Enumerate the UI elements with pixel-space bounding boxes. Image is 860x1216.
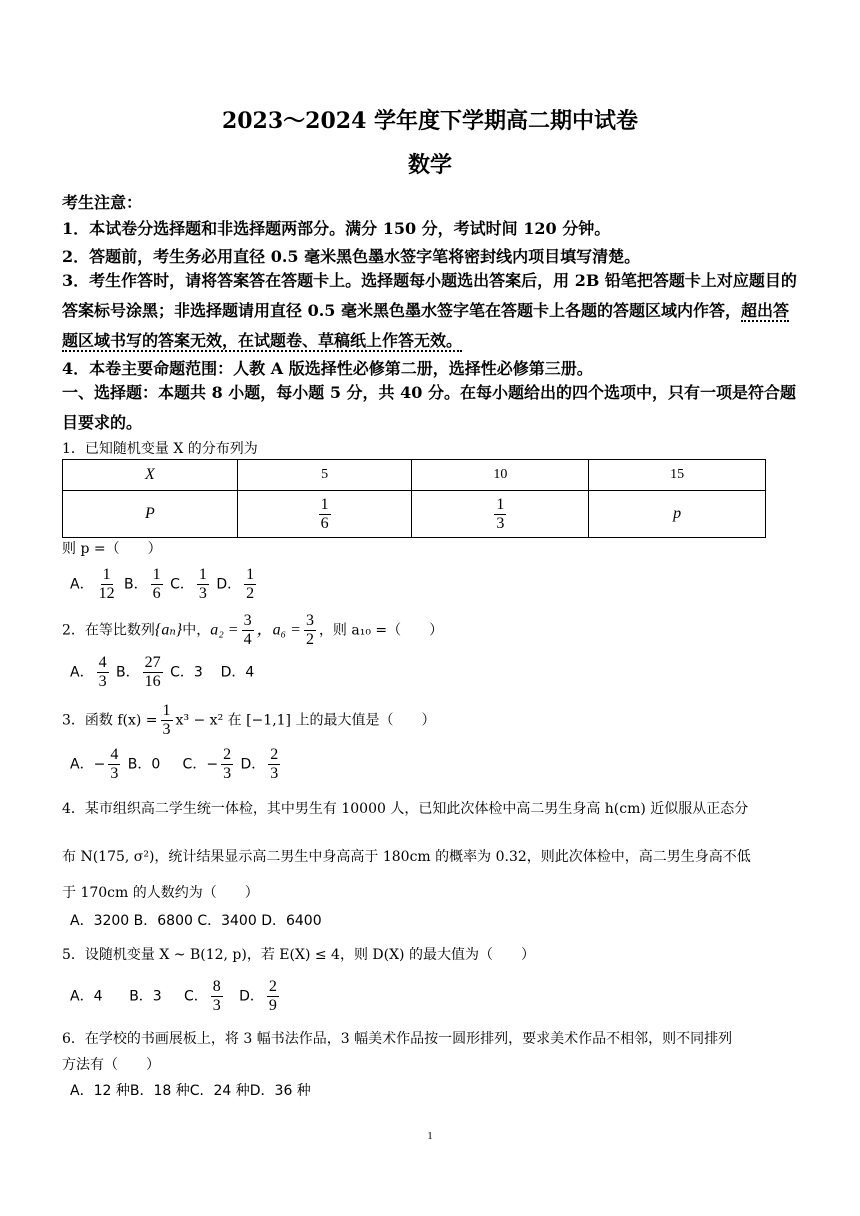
q1-options bbox=[70, 566, 259, 603]
subject-title: 数学 bbox=[407, 152, 452, 178]
numerator: 1 bbox=[152, 566, 161, 583]
denominator: 3 bbox=[270, 765, 279, 782]
numerator: 4 bbox=[110, 746, 119, 763]
notice-item-3-text: 3．考生作答时，请将答案答在答题卡上。选择题每小题选出答案后，用 2B 铅笔把答题卡上对应题目的答案标号涂黑；非选择题请用直径 0.5 毫米黑色墨水签字笔在答题卡上各题的答题区域内作答， bbox=[62, 271, 797, 320]
section-heading: 一、选择题：本题共 8 小题，每小题 5 分，共 40 分。在每小题给出的四个选项中，只有一项是符合题目要求的。 bbox=[62, 383, 796, 432]
q6-options: A．12 种B．18 种C．24 种D．36 种 bbox=[70, 1083, 311, 1099]
q2-text: 2．在等比数列 bbox=[62, 622, 155, 639]
option-label: C． bbox=[170, 576, 194, 593]
notice-heading: 考生注意： bbox=[62, 193, 143, 212]
fraction bbox=[242, 612, 254, 649]
denominator: 3 bbox=[223, 765, 232, 782]
page-number: 1 bbox=[427, 1130, 433, 1142]
denominator: 3 bbox=[198, 585, 207, 602]
table-cell: 10 bbox=[412, 460, 589, 491]
fraction bbox=[494, 496, 506, 533]
table-cell bbox=[412, 491, 589, 538]
option-label: A． bbox=[70, 576, 94, 593]
numerator: 1 bbox=[320, 495, 329, 513]
fraction bbox=[161, 702, 173, 739]
numerator: 3 bbox=[243, 612, 252, 629]
option-label: B． bbox=[124, 576, 148, 593]
table-cell bbox=[237, 491, 412, 538]
option-label: A．− bbox=[70, 756, 106, 773]
q1-stem: 1．已知随机变量 X 的分布列为 bbox=[62, 441, 258, 457]
denominator: 3 bbox=[212, 997, 221, 1014]
exam-title: 2023～2024 学年度下学期高二期中试卷 bbox=[221, 108, 639, 134]
denominator: 6 bbox=[152, 585, 161, 602]
sequence-symbol: {aₙ} bbox=[154, 621, 183, 639]
q4-line-3: 于 170cm 的人数约为（ ） bbox=[62, 885, 259, 901]
table-cell: 15 bbox=[589, 460, 766, 491]
notice-item-1: 1．本试卷分选择题和非选择题两部分。满分 150 分，考试时间 120 分钟。 bbox=[62, 219, 611, 238]
denominator: 3 bbox=[162, 721, 171, 738]
numerator: 8 bbox=[212, 978, 221, 995]
option-b: B．3 bbox=[129, 988, 162, 1005]
term-symbol: a₂ = bbox=[210, 621, 239, 639]
q3-stem bbox=[62, 702, 435, 739]
option-label: D． bbox=[239, 988, 264, 1005]
numerator: 2 bbox=[223, 746, 232, 763]
q5-stem: 5．设随机变量 X ~ B(12, p)，若 E(X) ≤ 4，则 D(X) 的最大值为（ ） bbox=[62, 947, 535, 963]
fraction bbox=[319, 496, 331, 533]
q2-text: 中， bbox=[182, 622, 211, 639]
table-row bbox=[63, 460, 766, 491]
distribution-table bbox=[62, 459, 766, 538]
q2-text: ，则 a₁₀ =（ ） bbox=[318, 622, 444, 639]
denominator: 16 bbox=[144, 673, 161, 690]
option-c-fraction bbox=[221, 746, 233, 783]
denominator: 6 bbox=[320, 514, 329, 532]
denominator: 4 bbox=[243, 631, 252, 648]
option-d: D．4 bbox=[220, 664, 255, 681]
numerator: 2 bbox=[270, 746, 279, 763]
option-a-fraction bbox=[108, 746, 120, 783]
numerator: 1 bbox=[496, 495, 505, 513]
numerator: 1 bbox=[102, 566, 111, 583]
numerator: 4 bbox=[98, 654, 107, 671]
option-label: B． bbox=[116, 664, 140, 681]
q4-options: A．3200 B．6800 C．3400 D．6400 bbox=[70, 913, 322, 929]
table-row bbox=[63, 491, 766, 538]
denominator: 9 bbox=[268, 997, 277, 1014]
numerator: 1 bbox=[198, 566, 207, 583]
table-cell: p bbox=[589, 491, 766, 538]
option-b-fraction bbox=[151, 566, 163, 603]
option-label: C． bbox=[183, 988, 208, 1005]
denominator: 2 bbox=[246, 585, 255, 602]
q3-options bbox=[70, 746, 283, 783]
denominator: 3 bbox=[496, 514, 505, 532]
option-label: A． bbox=[70, 664, 94, 681]
option-a-fraction bbox=[97, 654, 109, 691]
q5-options bbox=[70, 978, 282, 1015]
q2-options bbox=[70, 654, 254, 691]
option-b-fraction bbox=[143, 654, 163, 691]
denominator: 3 bbox=[110, 765, 119, 782]
q1-ask: 则 p =（ ） bbox=[62, 541, 162, 557]
numerator: 2 bbox=[268, 978, 277, 995]
notice-item-2: 2．答题前，考生务必用直径 0.5 毫米黑色墨水签字笔将密封线内项目填写清楚。 bbox=[62, 247, 641, 266]
option-label: D． bbox=[240, 756, 266, 773]
q6-line-2: 方法有（ ） bbox=[62, 1057, 160, 1073]
notice-item-3 bbox=[62, 266, 802, 356]
option-d-fraction bbox=[268, 746, 280, 783]
table-cell: P bbox=[63, 491, 238, 538]
option-a: A．4 bbox=[70, 988, 103, 1005]
option-d-fraction bbox=[267, 978, 279, 1015]
q2-stem bbox=[62, 612, 443, 649]
fraction bbox=[304, 612, 316, 649]
table-cell: 5 bbox=[237, 460, 412, 491]
q3-text: x³ − x² 在 [−1,1] 上的最大值是（ ） bbox=[175, 712, 436, 729]
term-symbol: ，a₆ = bbox=[256, 621, 301, 639]
numerator: 1 bbox=[246, 566, 255, 583]
q4-line-2: 布 N(175, σ²)，统计结果显示高二男生中身高高于 180cm 的概率为 0.32，则此次体检中，高二男生身高不低 bbox=[62, 849, 751, 865]
option-d-fraction bbox=[244, 566, 256, 603]
numerator: 3 bbox=[305, 612, 314, 629]
numerator: 27 bbox=[144, 654, 161, 671]
denominator: 2 bbox=[305, 631, 314, 648]
option-label: D． bbox=[216, 576, 242, 593]
q3-text: 3．函数 f(x) = bbox=[62, 712, 158, 729]
option-b: B．0 bbox=[127, 756, 161, 773]
option-c: C．3 bbox=[170, 664, 203, 681]
q4-line-1: 4．某市组织高二学生统一体检，其中男生有 10000 人，已知此次体检中高二男生身高 h(cm) 近似服从正态分 bbox=[62, 801, 749, 817]
option-a-fraction bbox=[97, 566, 117, 603]
denominator: 12 bbox=[98, 585, 115, 602]
denominator: 3 bbox=[98, 673, 107, 690]
option-c-fraction bbox=[197, 566, 209, 603]
notice-item-4: 4．本卷主要命题范围：人教 A 版选择性必修第二册，选择性必修第三册。 bbox=[62, 359, 593, 378]
table-cell: X bbox=[63, 460, 238, 491]
notice-item-3-emphasis: 超出答题区域书写的答案无效，在试题卷、草稿纸上作答无效。 bbox=[62, 301, 789, 350]
q6-line-1: 6．在学校的书画展板上，将 3 幅书法作品，3 幅美术作品按一圆形排列，要求美术作品不相邻，则不同排列 bbox=[62, 1031, 733, 1047]
option-c-fraction bbox=[211, 978, 223, 1015]
option-label: C．− bbox=[182, 756, 219, 773]
numerator: 1 bbox=[162, 702, 171, 719]
